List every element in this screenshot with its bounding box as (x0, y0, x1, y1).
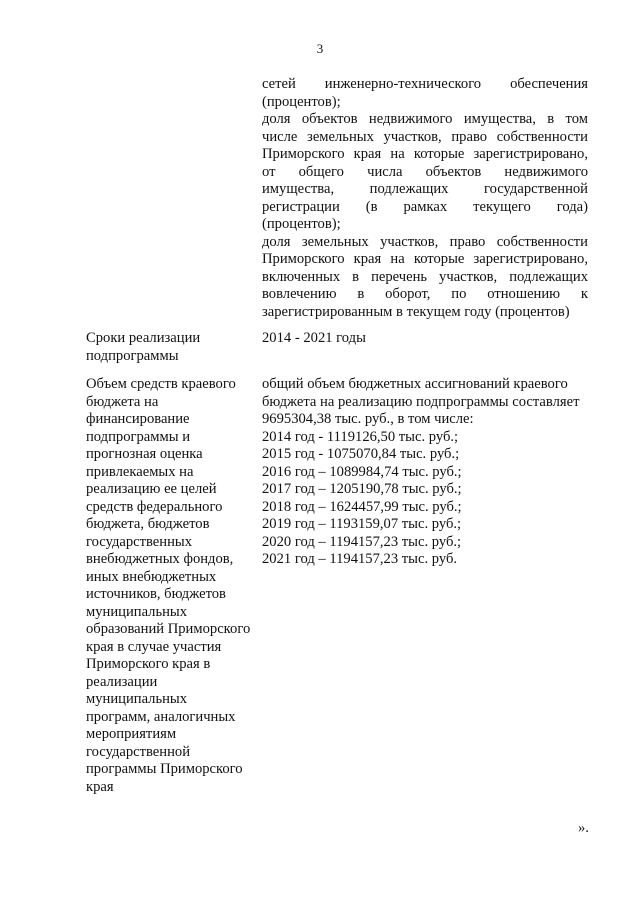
funding-label-line: иных внебюджетных (86, 568, 217, 585)
funding-year-line: 2015 год - 1075070,84 тыс. руб.; (262, 446, 460, 462)
indicator-line: (процентов); (262, 93, 341, 110)
funding-year-line: 2020 год – 1194157,23 тыс. руб.; (262, 533, 462, 550)
funding-value (262, 376, 588, 569)
indicator-line: доля земельных участков, право собственности (262, 233, 588, 250)
funding-label-line: мероприятиям (86, 726, 177, 742)
indicator-line: Приморского края на которые зарегистрировано, (262, 251, 588, 267)
indicator-line: числе земельных участков, право собственности (262, 128, 588, 145)
indicator-line: зарегистрированным в текущем году (процентов) (262, 303, 570, 320)
funding-label-line: Приморского края в (86, 656, 211, 672)
funding-label-line: муниципальных (86, 603, 188, 620)
funding-label-line: источников, бюджетов (86, 586, 226, 602)
funding-year-line: 2019 год – 1193159,07 тыс. руб.; (262, 516, 462, 532)
funding-label-line: бюджета на (86, 393, 159, 410)
indicators-continuation (262, 76, 588, 321)
indicator-line: включенных в перечень участков, подлежащих (262, 268, 588, 285)
funding-label-line: финансирование (86, 411, 190, 427)
funding-label-line: государственной (86, 743, 191, 760)
funding-label-line: Объем средств краевого (86, 376, 236, 392)
indicator-line: (процентов); (262, 216, 341, 232)
funding-label-line: прогнозная оценка (86, 446, 203, 462)
indicator-line: вовлечению в оборот, по отношению к (262, 286, 588, 302)
funding-label-line: средств федерального (86, 498, 223, 515)
funding-label-line: реализацию ее целей (86, 481, 217, 497)
indicator-line: имущества, подлежащих государственной (262, 181, 588, 197)
funding-label-line: реализации (86, 673, 158, 690)
funding-year-line: 2016 год – 1089984,74 тыс. руб.; (262, 463, 462, 480)
indicator-line: от общего числа объектов недвижимого (262, 163, 588, 180)
indicator-line: регистрации (в рамках текущего года) (262, 198, 588, 215)
funding-year-line: 2017 год – 1205190,78 тыс. руб.; (262, 481, 462, 497)
indicator-line: Приморского края на которые зарегистрировано, (262, 146, 588, 162)
closing-quote: ». (578, 820, 589, 836)
funding-label-line: подпрограммы и (86, 428, 191, 445)
indicator-line: доля объектов недвижимого имущества, в том (262, 111, 588, 127)
funding-label (86, 376, 261, 796)
funding-label-line: программы Приморского (86, 761, 243, 777)
terms-label (86, 330, 261, 365)
funding-label-line: внебюджетных фондов, (86, 551, 234, 567)
funding-label-line: муниципальных (86, 691, 188, 707)
funding-year-line: 2014 год - 1119126,50 тыс. руб.; (262, 428, 459, 445)
funding-label-line: бюджета, бюджетов (86, 516, 210, 532)
funding-intro-line: 9695304,38 тыс. руб., в том числе: (262, 411, 474, 427)
funding-year-line: 2018 год – 1624457,99 тыс. руб.; (262, 498, 462, 515)
terms-value: 2014 - 2021 годы (262, 330, 366, 346)
terms-label-line: Сроки реализации (86, 330, 201, 346)
funding-intro-line: общий объем бюджетных ассигнований краевого (262, 376, 568, 392)
funding-label-line: образований Приморского (86, 621, 251, 637)
funding-label-line: края (86, 778, 114, 795)
funding-intro-line: бюджета на реализацию подпрограммы составляет (262, 393, 580, 410)
funding-label-line: государственных (86, 533, 193, 550)
funding-label-line: программ, аналогичных (86, 708, 236, 725)
funding-year-line: 2021 год – 1194157,23 тыс. руб. (262, 551, 458, 567)
funding-label-line: края в случае участия (86, 638, 222, 655)
terms-label-line: подпрограммы (86, 347, 179, 364)
page-number: 3 (316, 41, 324, 56)
indicator-line: сетей инженерно-технического обеспечения (262, 76, 588, 92)
funding-label-line: привлекаемых на (86, 463, 194, 480)
